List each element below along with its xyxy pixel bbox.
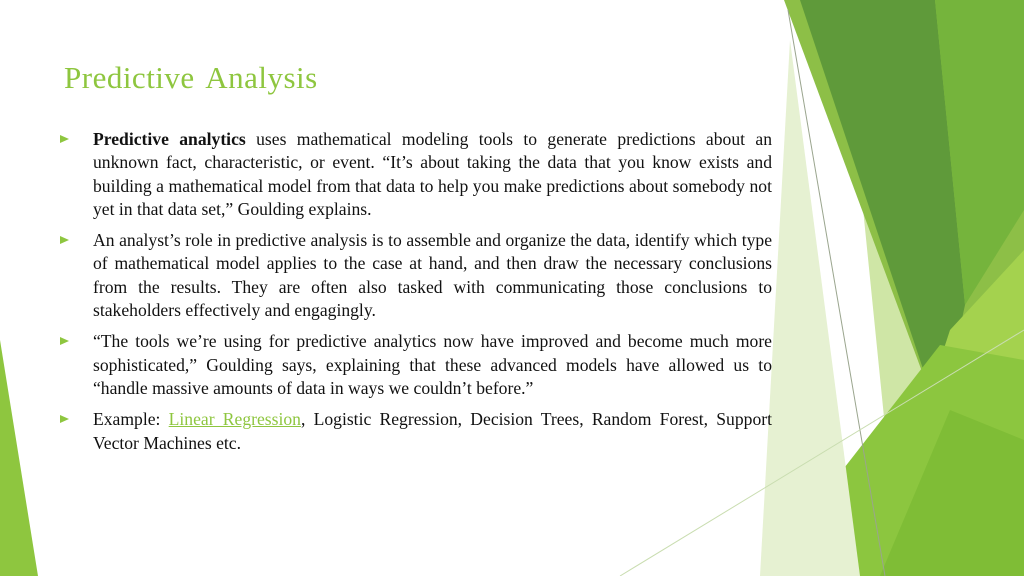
bullet-arrow-icon [60, 236, 69, 244]
bullet-text: uses mathematical modeling tools to generate predictions about an unknown fact, characteristic, or event. “It’s about taking the data that you know exists and building a mathematical model from that data to help you make predictions about somebody not yet in that data set,” Goulding explains. [93, 129, 772, 219]
bullet-list [60, 128, 772, 463]
bullet-arrow-icon [60, 415, 69, 423]
bullet-suffix: , Logistic Regression, Decision Trees, Random Forest, Support Vector Machines etc. [93, 409, 772, 453]
bullet-arrow-icon [60, 337, 69, 345]
bullet-lead-bold: Predictive analytics [93, 129, 246, 149]
facet-left-bottom [0, 340, 38, 576]
bullet-prefix: Example: [93, 409, 169, 430]
slide-title: Predictive Analysis [64, 60, 318, 95]
bullet-item [60, 128, 772, 221]
bullet-text: An analyst’s role in predictive analysis is to assemble and organize the data, identify which type of mathematical model applies to the case at hand, and then draw the necessary conclusions from the results. They are often also tasked with communicating those conclusions to stakeholders effectively and engagingly. [93, 230, 772, 321]
bullet-arrow-icon [60, 135, 69, 143]
bullet-item [60, 330, 772, 400]
bullet-text: “The tools we’re using for predictive analytics now have improved and become much more sophisticated,” Goulding says, explaining that these advanced models have allowed us to “handle massive amounts of data in ways we couldn’t before.” [93, 331, 772, 398]
bullet-item [60, 229, 772, 322]
linear-regression-link[interactable]: Linear Regression [168, 409, 301, 430]
bullet-item [60, 408, 772, 455]
